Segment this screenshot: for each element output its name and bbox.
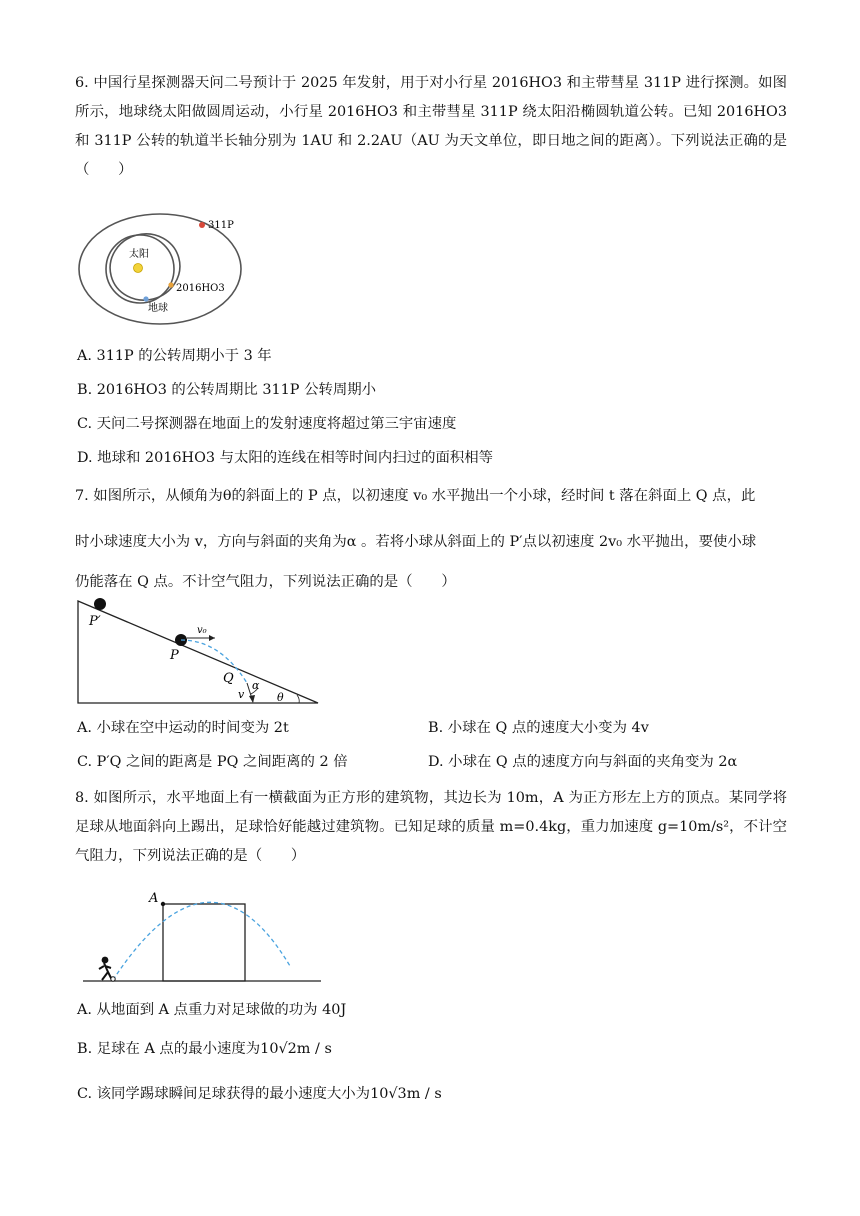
q8-stem: 8. 如图所示，水平地面上有一横截面为正方形的建筑物，其边长为 10m，A 为正方形左上方的顶点。某同学将足球从地面斜向上踢出，足球恰好能越过建筑物。已知足球的质量 m=0.4kg，重力加速度 g=10m/s²，不计空气阻力，下列说法正确的是（ ） (75, 790, 787, 864)
label-a: A (149, 891, 159, 906)
q7-stem-line3: 仍能落在 Q 点。不计空气阻力，下列说法正确的是（ ） (75, 574, 456, 590)
kicker-icon (99, 957, 115, 982)
trajectory (181, 640, 247, 683)
point-a (161, 902, 165, 906)
label-sun: 太阳 (129, 249, 149, 260)
q6-option-a: A. 311P 的公转周期小于 3 年 (77, 348, 272, 364)
building (163, 904, 245, 981)
ball-trajectory (113, 902, 290, 980)
q6-stem: 6. 中国行星探测器天问二号预计于 2025 年发射，用于对小行星 2016HO3 和主带彗星 311P 进行探测。如图所示，地球绕太阳做圆周运动，小行星 2016HO3 和主带彗星 311P 绕太阳沿椭圆轨道公转。已知 2016HO3 和 311P 公转的轨道半长轴分别为 1AU 和 2.2AU（AU 为天文单位，即日地之间的距离）。下列说法正确的是（ ） (75, 75, 787, 178)
label-q: Q (223, 671, 234, 686)
label-alpha: α (252, 679, 260, 692)
q7-option-b: B. 小球在 Q 点的速度大小变为 4v (428, 720, 649, 736)
label-v: v (238, 688, 245, 701)
q7-option-a: A. 小球在空中运动的时间变为 2t (77, 720, 289, 736)
q6-option-d: D. 地球和 2016HO3 与太阳的连线在相等时间内扫过的面积相等 (77, 450, 494, 466)
q6-orbit-figure (75, 205, 245, 340)
asteroid-icon (168, 282, 173, 287)
incline-triangle (78, 601, 318, 703)
q7-incline-figure (75, 595, 325, 710)
v-arrowhead (249, 695, 255, 703)
comet-311p-icon (199, 222, 205, 228)
q8-option-a: A. 从地面到 A 点重力对足球做的功为 40J (77, 1002, 347, 1018)
q6-option-b: B. 2016HO3 的公转周期比 311P 公转周期小 (77, 382, 377, 398)
label-311p: 311P (208, 220, 234, 231)
q6-option-c: C. 天问二号探测器在地面上的发射速度将超过第三宇宙速度 (77, 416, 457, 432)
label-theta: θ (277, 691, 284, 704)
v0-arrowhead (209, 635, 215, 641)
label-earth: 地球 (148, 303, 168, 314)
sun-icon (134, 264, 143, 273)
theta-arc (297, 695, 299, 703)
q7-option-c: C. P′Q 之间的距离是 PQ 之间距离的 2 倍 (77, 754, 348, 770)
q8-option-b: B. 足球在 A 点的最小速度为10√2m / s (77, 1041, 332, 1057)
label-p-prime: P′ (89, 614, 101, 629)
q7-option-d: D. 小球在 Q 点的速度方向与斜面的夹角变为 2α (428, 754, 738, 770)
label-v0: v₀ (197, 625, 207, 636)
ball-p-prime (94, 598, 106, 610)
q8-option-c: C. 该同学踢球瞬间足球获得的最小速度大小为10√3m / s (77, 1086, 442, 1102)
label-p: P (170, 648, 179, 663)
q7-stem-line2: 时小球速度大小为 v，方向与斜面的夹角为α 。若将小球从斜面上的 P′点以初速度 2v₀ 水平抛出，要使小球 (75, 534, 757, 550)
q8-building-figure (75, 868, 325, 988)
label-2016ho3: 2016HO3 (176, 283, 225, 294)
earth-icon (143, 296, 148, 301)
q7-stem-line1: 7. 如图所示，从倾角为θ的斜面上的 P 点，以初速度 v₀ 水平抛出一个小球，经时间 t 落在斜面上 Q 点，此 (75, 488, 756, 504)
